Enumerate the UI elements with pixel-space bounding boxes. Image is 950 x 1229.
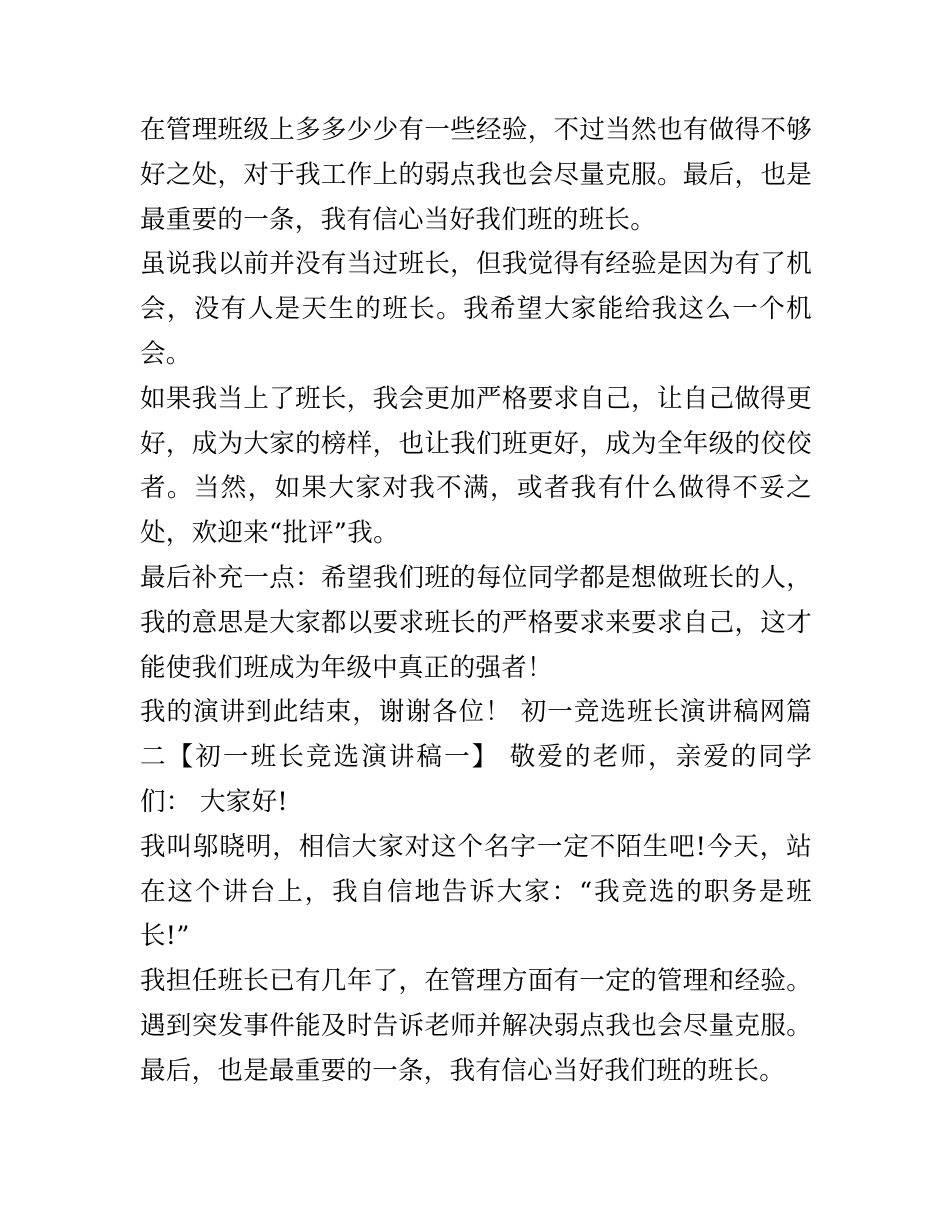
paragraph-4: 最后补充一点：希望我们班的每位同学都是想做班长的人，我的意思是大家都以要求班长的严格要求来要求自己，这才能使我们班成为年级中真正的强者！ <box>140 562 812 683</box>
paragraph-6: 我叫邬晓明，相信大家对这个名字一定不陌生吧!今天，站在这个讲台上，我自信地告诉大家：“我竞选的职务是班长!” <box>140 831 812 952</box>
paragraph-5: 我的演讲到此结束，谢谢各位！ 初一竞选班长演讲稿网篇二【初一班长竞选演讲稿一】 敬爱的老师，亲爱的同学们： 大家好! <box>140 697 812 817</box>
paragraph-2: 虽说我以前并没有当过班长，但我觉得有经验是因为有了机会，没有人是天生的班长。我希望大家能给我这么一个机会。 <box>140 249 812 369</box>
paragraph-1: 在管理班级上多多少少有一些经验，不过当然也有做得不够好之处，对于我工作上的弱点我也会尽量克服。最后，也是最重要的一条，我有信心当好我们班的班长。 <box>140 115 812 235</box>
document-body <box>140 108 812 1094</box>
paragraph-3: 如果我当上了班长，我会更加严格要求自己，让自己做得更好，成为大家的榜样，也让我们班更好，成为全年级的佼佼者。当然，如果大家对我不满，或者我有什么做得不妥之处，欢迎来“批评”我。 <box>140 383 812 549</box>
paragraph-7: 我担任班长已有几年了，在管理方面有一定的管理和经验。遇到突发事件能及时告诉老师并解决弱点我也会尽量克服。最后，也是最重要的一条，我有信心当好我们班的班长。 <box>140 966 812 1086</box>
